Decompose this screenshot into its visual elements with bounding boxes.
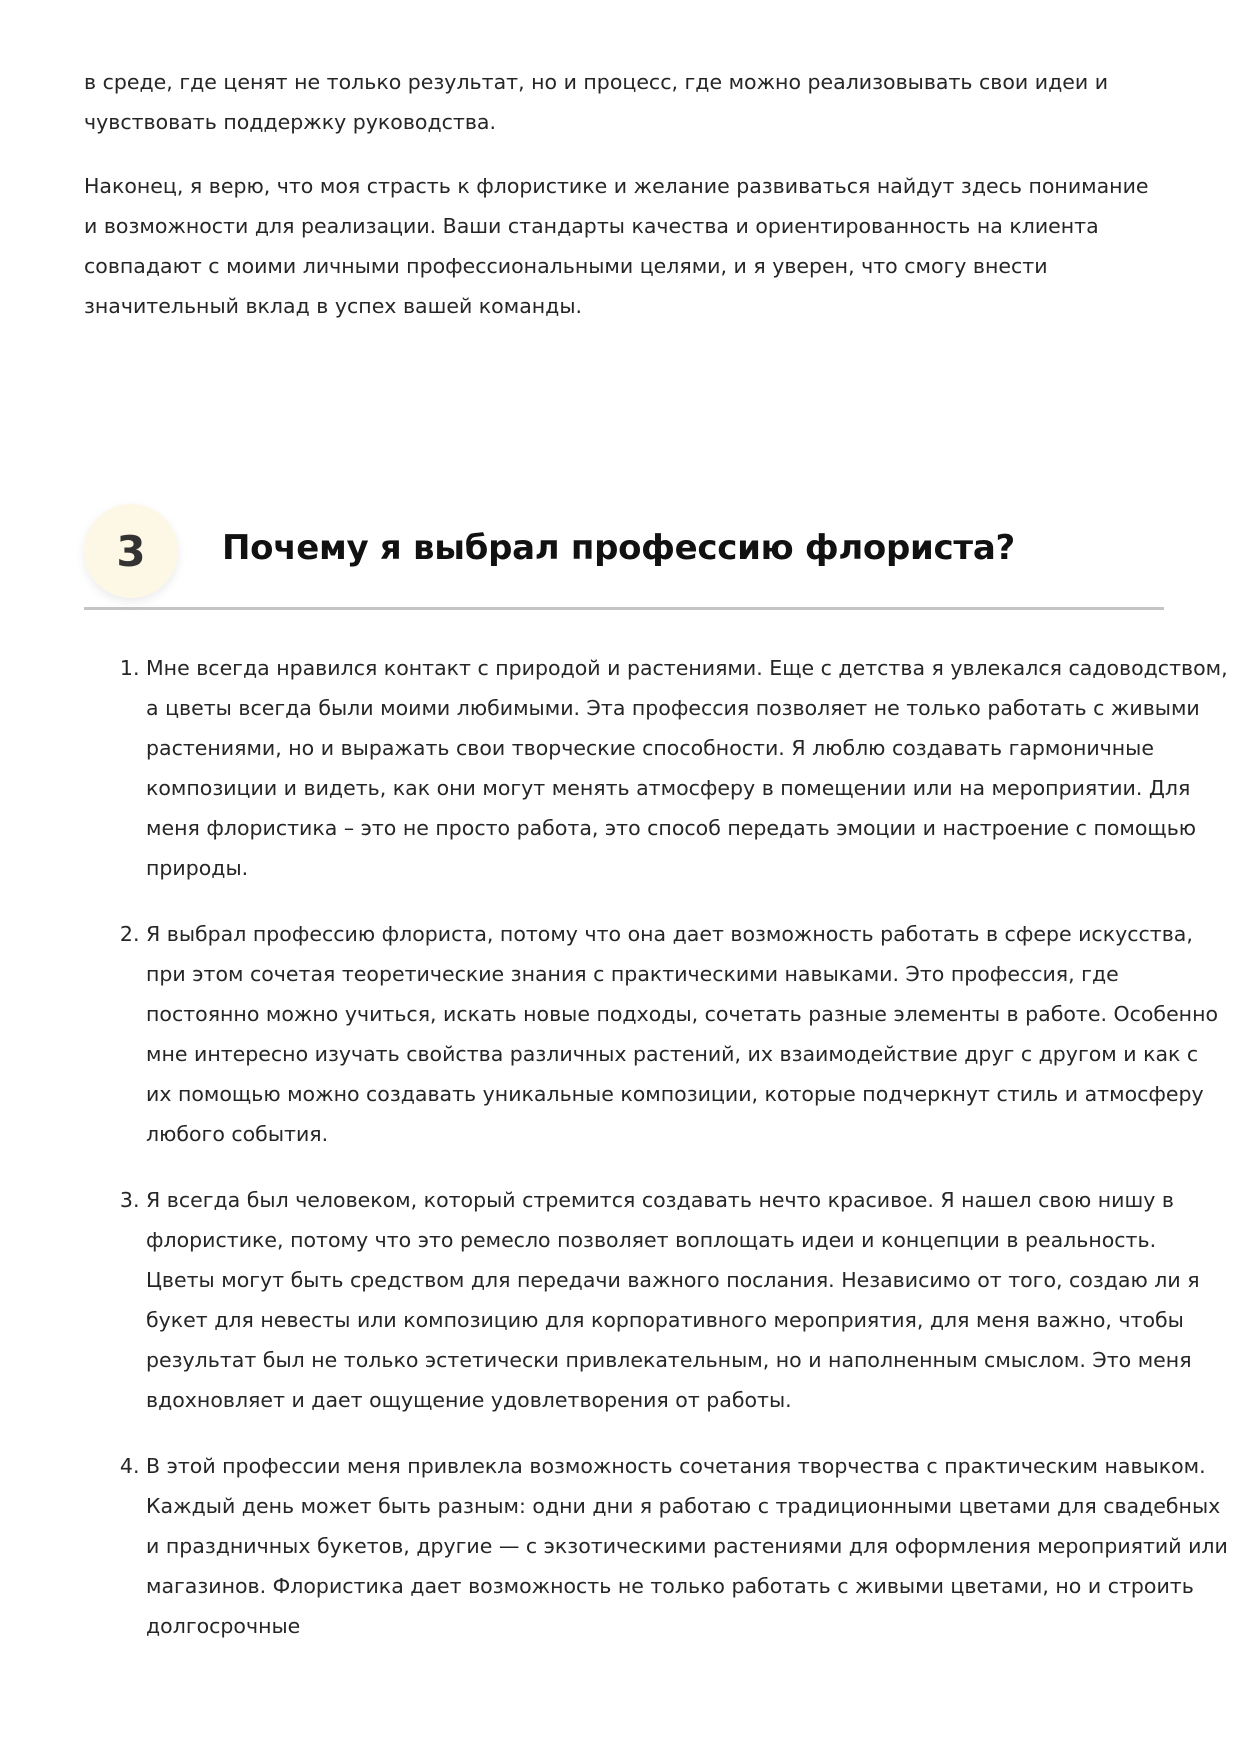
section-title: Почему я выбрал профессию флориста? bbox=[222, 528, 1015, 568]
intro-text bbox=[84, 62, 1166, 350]
list-item: 2. Я выбрал профессию флориста, потому что она дает возможность работать в сфере искусства, при этом сочетая теоретические знания с практическими навыками. Это профессия, где постоянно можно учиться, искать новые подходы, сочетать разные элементы в работе. Особенно мне интересно изучать свойства различных растений, их взаимодействие друг с другом и как с их помощью можно создавать уникальные композиции, которые подчеркнут стиль и атмосферу любого события. bbox=[146, 914, 1228, 1154]
reasons-list bbox=[84, 648, 1228, 1672]
paragraph: Наконец, я верю, что моя страсть к флористике и желание развиваться найдут здесь понимание и возможности для реализации. Ваши стандарты качества и ориентированность на клиента совпадают с моими личными профессиональными целями, и я уверен, что смогу внести значительный вклад в успех вашей команды. bbox=[84, 174, 1149, 318]
list-item: 1. Мне всегда нравился контакт с природой и растениями. Еще с детства я увлекался садоводством, а цветы всегда были моими любимыми. Эта профессия позволяет не только работать с живыми растениями, но и выражать свои творческие способности. Я люблю создавать гармоничные композиции и видеть, как они могут менять атмосферу в помещении или на мероприятии. Для меня флористика – это не просто работа, это способ передать эмоции и настроение с помощью природы. bbox=[146, 648, 1228, 888]
list-item: 3. Я всегда был человеком, который стремится создавать нечто красивое. Я нашел свою нишу в флористике, потому что это ремесло позволяет воплощать идеи и концепции в реальность. Цветы могут быть средством для передачи важного послания. Независимо от того, создаю ли я букет для невесты или композицию для корпоративного мероприятия, для меня важно, чтобы результат был не только эстетически привлекательным, но и наполненным смыслом. Это меня вдохновляет и дает ощущение удовлетворения от работы. bbox=[146, 1180, 1228, 1420]
section-number-badge: 3 bbox=[84, 504, 178, 598]
list-item: 4. В этой профессии меня привлекла возможность сочетания творчества с практическим навыком. Каждый день может быть разным: одни дни я работаю с традиционными цветами для свадебных и праздничных букетов, другие — с экзотическими растениями для оформления мероприятий или магазинов. Флористика дает возможность не только работать с живыми цветами, но и строить долгосрочные bbox=[146, 1446, 1228, 1646]
paragraph: в среде, где ценят не только результат, но и процесс, где можно реализовывать свои идеи и чувствовать поддержку руководства. bbox=[84, 70, 1109, 134]
section-header bbox=[84, 500, 1164, 610]
